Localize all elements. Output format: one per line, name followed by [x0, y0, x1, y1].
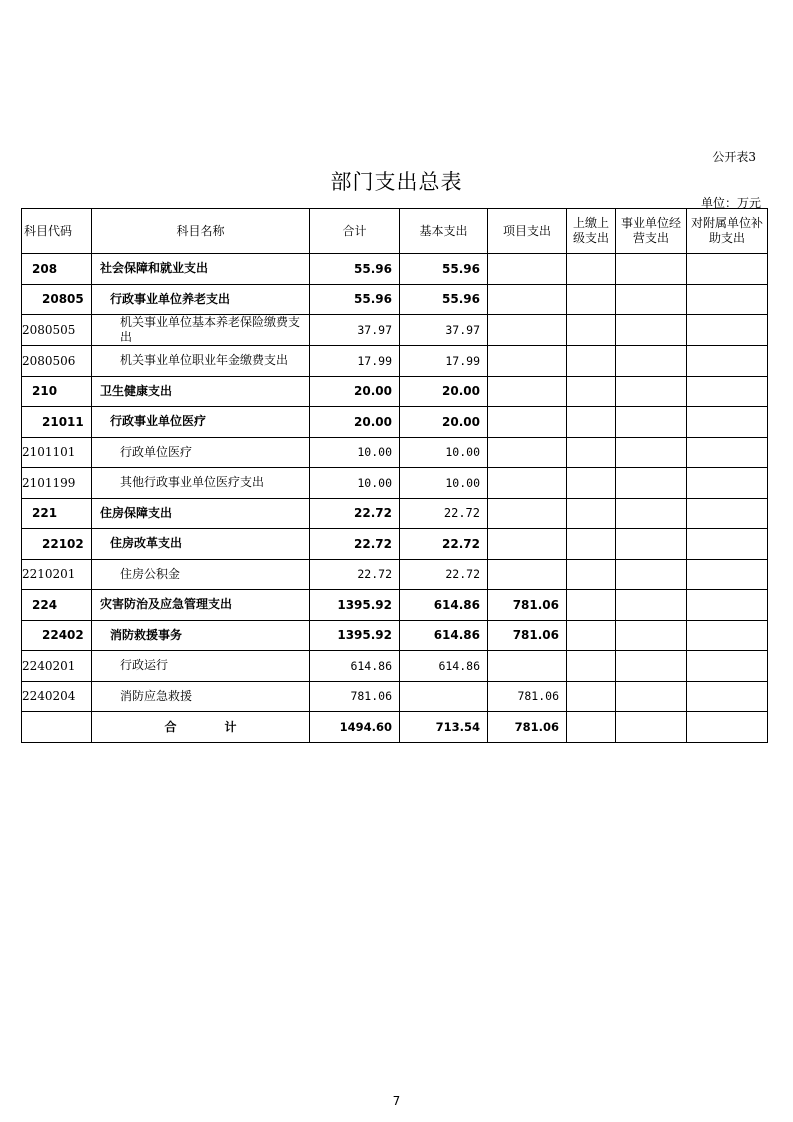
cell-subsidy	[687, 468, 768, 499]
cell-name: 其他行政事业单位医疗支出	[92, 468, 310, 499]
table-row	[22, 651, 768, 682]
cell-total: 22.72	[310, 559, 400, 590]
cell-basic: 22.72	[400, 529, 488, 560]
cell-subsidy	[687, 559, 768, 590]
cell-business	[616, 284, 687, 315]
cell-project	[488, 468, 567, 499]
cell-name: 机关事业单位职业年金缴费支出	[92, 346, 310, 377]
cell-project	[488, 376, 567, 407]
cell-subsidy	[687, 681, 768, 712]
cell-total: 20.00	[310, 376, 400, 407]
total-business	[616, 712, 687, 743]
cell-total: 10.00	[310, 437, 400, 468]
table-row	[22, 681, 768, 712]
cell-name: 消防应急救援	[92, 681, 310, 712]
cell-subsidy	[687, 498, 768, 529]
cell-total: 37.97	[310, 315, 400, 346]
total-total: 1494.60	[310, 712, 400, 743]
cell-total: 55.96	[310, 284, 400, 315]
cell-business	[616, 407, 687, 438]
table-row	[22, 468, 768, 499]
expenditure-table	[21, 208, 768, 743]
cell-business	[616, 254, 687, 285]
cell-business	[616, 376, 687, 407]
cell-upper	[567, 498, 616, 529]
cell-basic: 22.72	[400, 559, 488, 590]
cell-code: 2240201	[22, 651, 92, 682]
page-title: 部门支出总表	[330, 170, 463, 194]
cell-basic: 614.86	[400, 590, 488, 621]
table-body	[22, 254, 768, 712]
cell-business	[616, 620, 687, 651]
total-subsidy	[687, 712, 768, 743]
cell-project	[488, 407, 567, 438]
cell-business	[616, 559, 687, 590]
cell-total: 20.00	[310, 407, 400, 438]
cell-project	[488, 498, 567, 529]
cell-total: 1395.92	[310, 620, 400, 651]
cell-subsidy	[687, 407, 768, 438]
cell-code: 2240204	[22, 681, 92, 712]
cell-basic: 37.97	[400, 315, 488, 346]
cell-code: 224	[22, 590, 92, 621]
cell-total: 17.99	[310, 346, 400, 377]
table-row	[22, 346, 768, 377]
cell-code: 2080505	[22, 315, 92, 346]
cell-code: 2080506	[22, 346, 92, 377]
table-row	[22, 437, 768, 468]
cell-subsidy	[687, 376, 768, 407]
cell-business	[616, 590, 687, 621]
cell-upper	[567, 284, 616, 315]
table-header-row	[22, 209, 768, 254]
cell-code: 221	[22, 498, 92, 529]
total-basic: 713.54	[400, 712, 488, 743]
table-row	[22, 376, 768, 407]
unit-label: 单位：万元	[700, 196, 761, 210]
table-row	[22, 254, 768, 285]
cell-total: 10.00	[310, 468, 400, 499]
form-tag: 公开表3	[712, 150, 756, 164]
cell-basic: 10.00	[400, 437, 488, 468]
cell-business	[616, 651, 687, 682]
cell-name: 社会保障和就业支出	[92, 254, 310, 285]
cell-upper	[567, 529, 616, 560]
cell-upper	[567, 437, 616, 468]
cell-name: 灾害防治及应急管理支出	[92, 590, 310, 621]
header-total: 合计	[310, 209, 400, 254]
table-row	[22, 620, 768, 651]
cell-code: 21011	[22, 407, 92, 438]
cell-name: 住房保障支出	[92, 498, 310, 529]
table-row	[22, 407, 768, 438]
cell-business	[616, 468, 687, 499]
cell-project	[488, 529, 567, 560]
cell-project	[488, 651, 567, 682]
cell-code: 210	[22, 376, 92, 407]
header-business: 事业单位经营支出	[616, 209, 687, 254]
cell-upper	[567, 407, 616, 438]
cell-total: 22.72	[310, 498, 400, 529]
cell-upper	[567, 620, 616, 651]
cell-total: 1395.92	[310, 590, 400, 621]
cell-basic	[400, 681, 488, 712]
cell-upper	[567, 346, 616, 377]
cell-basic: 55.96	[400, 284, 488, 315]
cell-name: 行政事业单位养老支出	[92, 284, 310, 315]
cell-code: 20805	[22, 284, 92, 315]
cell-upper	[567, 681, 616, 712]
cell-project	[488, 437, 567, 468]
cell-total: 614.86	[310, 651, 400, 682]
cell-code: 22402	[22, 620, 92, 651]
cell-upper	[567, 468, 616, 499]
cell-name: 住房改革支出	[92, 529, 310, 560]
header-name: 科目名称	[92, 209, 310, 254]
table-row	[22, 284, 768, 315]
cell-project	[488, 284, 567, 315]
cell-basic: 20.00	[400, 407, 488, 438]
total-project: 781.06	[488, 712, 567, 743]
cell-basic: 614.86	[400, 620, 488, 651]
page-number: 7	[392, 1094, 401, 1108]
cell-basic: 22.72	[400, 498, 488, 529]
cell-upper	[567, 254, 616, 285]
table-row	[22, 529, 768, 560]
table-row	[22, 559, 768, 590]
cell-business	[616, 437, 687, 468]
cell-project: 781.06	[488, 681, 567, 712]
table-row	[22, 590, 768, 621]
cell-subsidy	[687, 590, 768, 621]
total-upper	[567, 712, 616, 743]
cell-code: 2210201	[22, 559, 92, 590]
cell-subsidy	[687, 437, 768, 468]
cell-subsidy	[687, 529, 768, 560]
cell-basic: 55.96	[400, 254, 488, 285]
cell-total: 55.96	[310, 254, 400, 285]
cell-name: 卫生健康支出	[92, 376, 310, 407]
header-basic: 基本支出	[400, 209, 488, 254]
total-row	[22, 712, 768, 743]
cell-upper	[567, 559, 616, 590]
cell-subsidy	[687, 651, 768, 682]
cell-upper	[567, 651, 616, 682]
header-subsidy: 对附属单位补助支出	[687, 209, 768, 254]
cell-project: 781.06	[488, 590, 567, 621]
cell-subsidy	[687, 284, 768, 315]
cell-code: 2101101	[22, 437, 92, 468]
cell-total: 781.06	[310, 681, 400, 712]
header-code: 科目代码	[22, 209, 92, 254]
cell-upper	[567, 315, 616, 346]
cell-project: 781.06	[488, 620, 567, 651]
cell-business	[616, 529, 687, 560]
cell-code: 2101199	[22, 468, 92, 499]
total-label: 合 计	[92, 712, 310, 743]
table-row	[22, 498, 768, 529]
cell-name: 住房公积金	[92, 559, 310, 590]
cell-basic: 17.99	[400, 346, 488, 377]
cell-subsidy	[687, 620, 768, 651]
header-upper: 上缴上级支出	[567, 209, 616, 254]
cell-upper	[567, 376, 616, 407]
cell-name: 行政事业单位医疗	[92, 407, 310, 438]
cell-business	[616, 681, 687, 712]
cell-project	[488, 559, 567, 590]
cell-name: 行政单位医疗	[92, 437, 310, 468]
header-project: 项目支出	[488, 209, 567, 254]
cell-name: 机关事业单位基本养老保险缴费支出	[92, 315, 310, 346]
cell-code: 208	[22, 254, 92, 285]
cell-total: 22.72	[310, 529, 400, 560]
cell-business	[616, 315, 687, 346]
cell-name: 消防救援事务	[92, 620, 310, 651]
cell-project	[488, 254, 567, 285]
cell-basic: 20.00	[400, 376, 488, 407]
total-code-cell	[22, 712, 92, 743]
cell-business	[616, 346, 687, 377]
cell-subsidy	[687, 346, 768, 377]
cell-basic: 614.86	[400, 651, 488, 682]
cell-business	[616, 498, 687, 529]
cell-name: 行政运行	[92, 651, 310, 682]
table-row	[22, 315, 768, 346]
cell-subsidy	[687, 254, 768, 285]
cell-basic: 10.00	[400, 468, 488, 499]
cell-subsidy	[687, 315, 768, 346]
cell-project	[488, 315, 567, 346]
cell-project	[488, 346, 567, 377]
cell-code: 22102	[22, 529, 92, 560]
cell-upper	[567, 590, 616, 621]
